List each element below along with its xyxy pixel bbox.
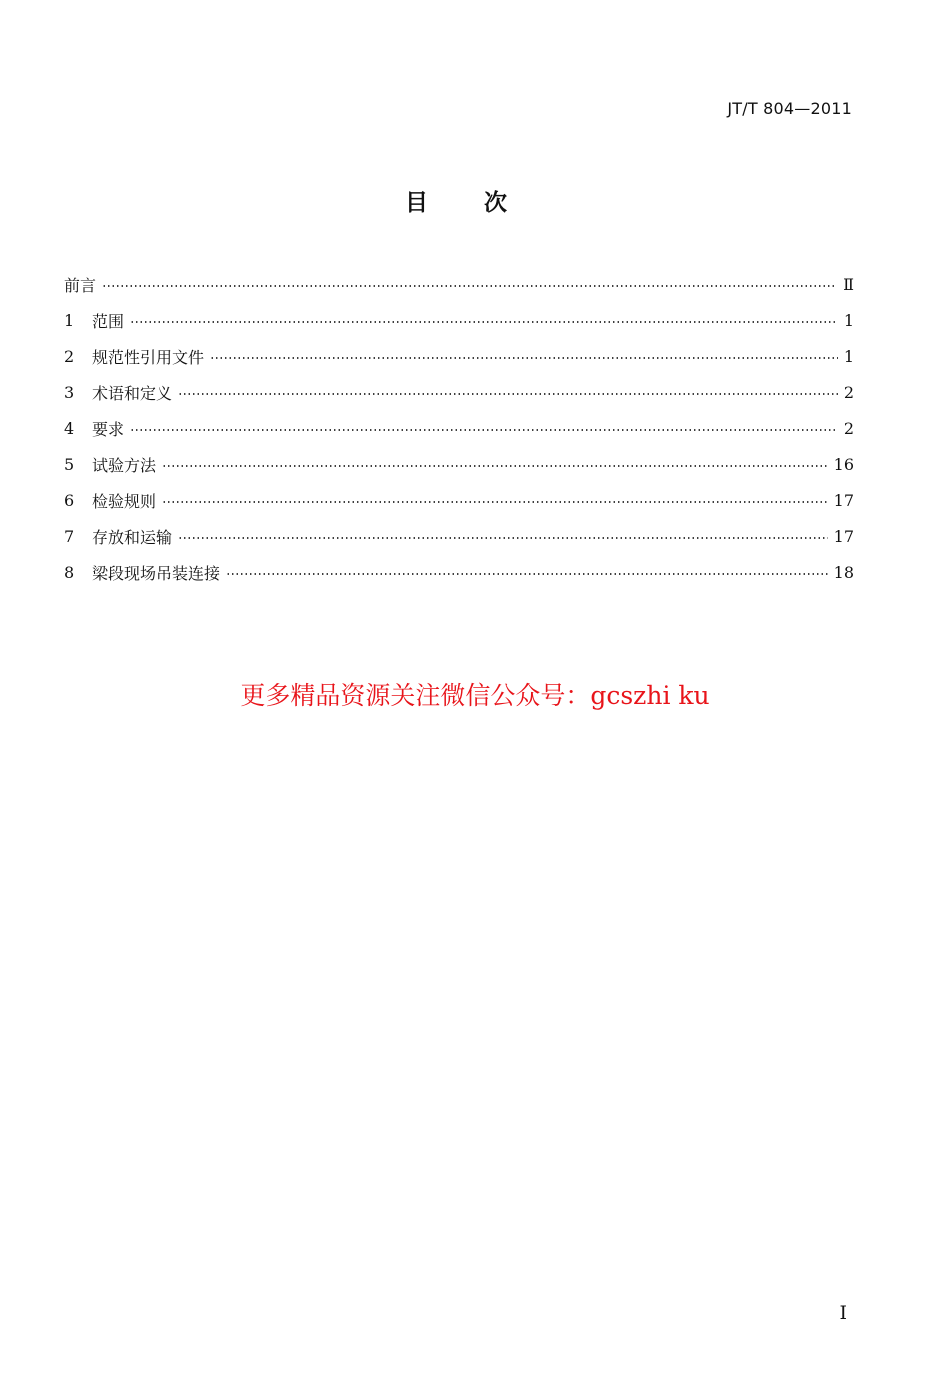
toc-entry-label: 梁段现场吊装连接 [92,563,221,583]
dot-leader [130,321,838,323]
toc-entry-page: 2 [843,418,854,438]
toc-entry-label: 存放和运输 [92,527,173,547]
toc-entry-page: 2 [843,382,854,402]
toc-entry-label: 检验规则 [92,491,157,511]
toc-entry-page: 17 [833,490,854,510]
toc-entry-page: Ⅱ [843,274,854,294]
toc-entry-normative-references[interactable] [64,338,854,374]
toc-entry-label: 规范性引用文件 [92,347,205,367]
toc-entry-page: 18 [833,562,854,582]
toc-entry-number: 8 [64,562,75,582]
toc-entry-inspection-rules[interactable] [64,482,854,518]
toc-title: 目次 [405,190,563,216]
toc-entry-number: 4 [64,418,75,438]
standard-code: JT/T 804—2011 [727,99,852,118]
toc-entry-label: 试验方法 [92,455,157,475]
dot-leader [162,465,828,467]
toc-entry-page: 1 [843,310,854,330]
toc-entry-number: 5 [64,454,75,474]
dot-leader [210,357,838,359]
toc-entry-number: 3 [64,382,75,402]
toc-entry-requirements[interactable] [64,410,854,446]
dot-leader [178,537,828,539]
toc-entry-number: 2 [64,346,75,366]
toc-entry-number: 6 [64,490,75,510]
toc-entry-test-methods[interactable] [64,446,854,482]
dot-leader [102,285,837,287]
dot-leader [178,393,838,395]
toc-entry-page: 1 [843,346,854,366]
toc-entry-site-hoisting[interactable] [64,554,854,590]
toc-entry-page: 16 [833,454,854,474]
dot-leader [226,573,828,575]
toc-entry-label: 前言 [64,275,97,295]
toc-entry-number: 1 [64,310,75,330]
page-number: I [839,1302,847,1324]
toc-entry-label: 要求 [92,419,125,439]
dot-leader [162,501,828,503]
toc-entry-page: 17 [833,526,854,546]
toc-entry-label: 术语和定义 [92,383,173,403]
toc-entry-storage-transport[interactable] [64,518,854,554]
toc-entry-preface[interactable] [64,266,854,302]
toc-entry-scope[interactable] [64,302,854,338]
toc-entry-terms-definitions[interactable] [64,374,854,410]
promo-watermark-text: 更多精品资源关注微信公众号：gcszhi ku [240,681,710,710]
dot-leader [130,429,838,431]
table-of-contents [64,266,854,590]
toc-entry-number: 7 [64,526,75,546]
toc-entry-label: 范围 [92,311,125,331]
